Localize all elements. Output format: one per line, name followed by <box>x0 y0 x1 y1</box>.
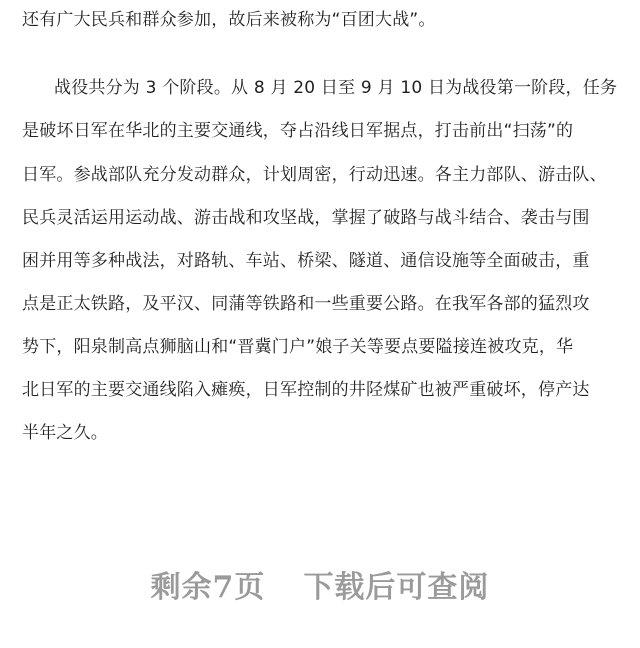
paragraph-line: 还有广大民兵和群众参加，故后来被称为“百团大战”。 <box>22 10 436 30</box>
paragraph-line: 战役共分为 3 个阶段。从 8 月 20 日至 9 月 10 日为战役第一阶段，任务 <box>54 78 618 98</box>
paragraph-line: 民兵灵活运用运动战、游击战和攻坚战，掌握了破路与战斗结合、袭击与围 <box>22 208 590 228</box>
download-hint-label: 下载后可查阅 <box>303 570 490 605</box>
paragraph-line: 点是正太铁路，及平汉、同蒲等铁路和一些重要公路。在我军各部的猛烈攻 <box>22 294 590 314</box>
paragraph-line: 势下，阳泉制高点狮脑山和“晋冀门户”娘子关等要点要隘接连被攻克，华 <box>22 337 574 357</box>
paragraph-line: 半年之久。 <box>22 423 108 443</box>
paragraph-line: 是破坏日军在华北的主要交通线，夺占沿线日军据点，打击前出“扫荡”的 <box>22 121 574 141</box>
paragraph-line: 日军。参战部队充分发动群众，计划周密，行动迅速。各主力部队、游击队、 <box>22 165 607 185</box>
paragraph-line: 北日军的主要交通线陷入瘫痪，日军控制的井陉煤矿也被严重破坏，停产达 <box>22 380 590 400</box>
download-prompt[interactable] <box>0 562 640 606</box>
remaining-pages-label: 剩余7页 <box>150 570 266 605</box>
paragraph-line: 困并用等多种战法，对路轨、车站、桥梁、隧道、通信设施等全面破击，重 <box>22 251 590 271</box>
